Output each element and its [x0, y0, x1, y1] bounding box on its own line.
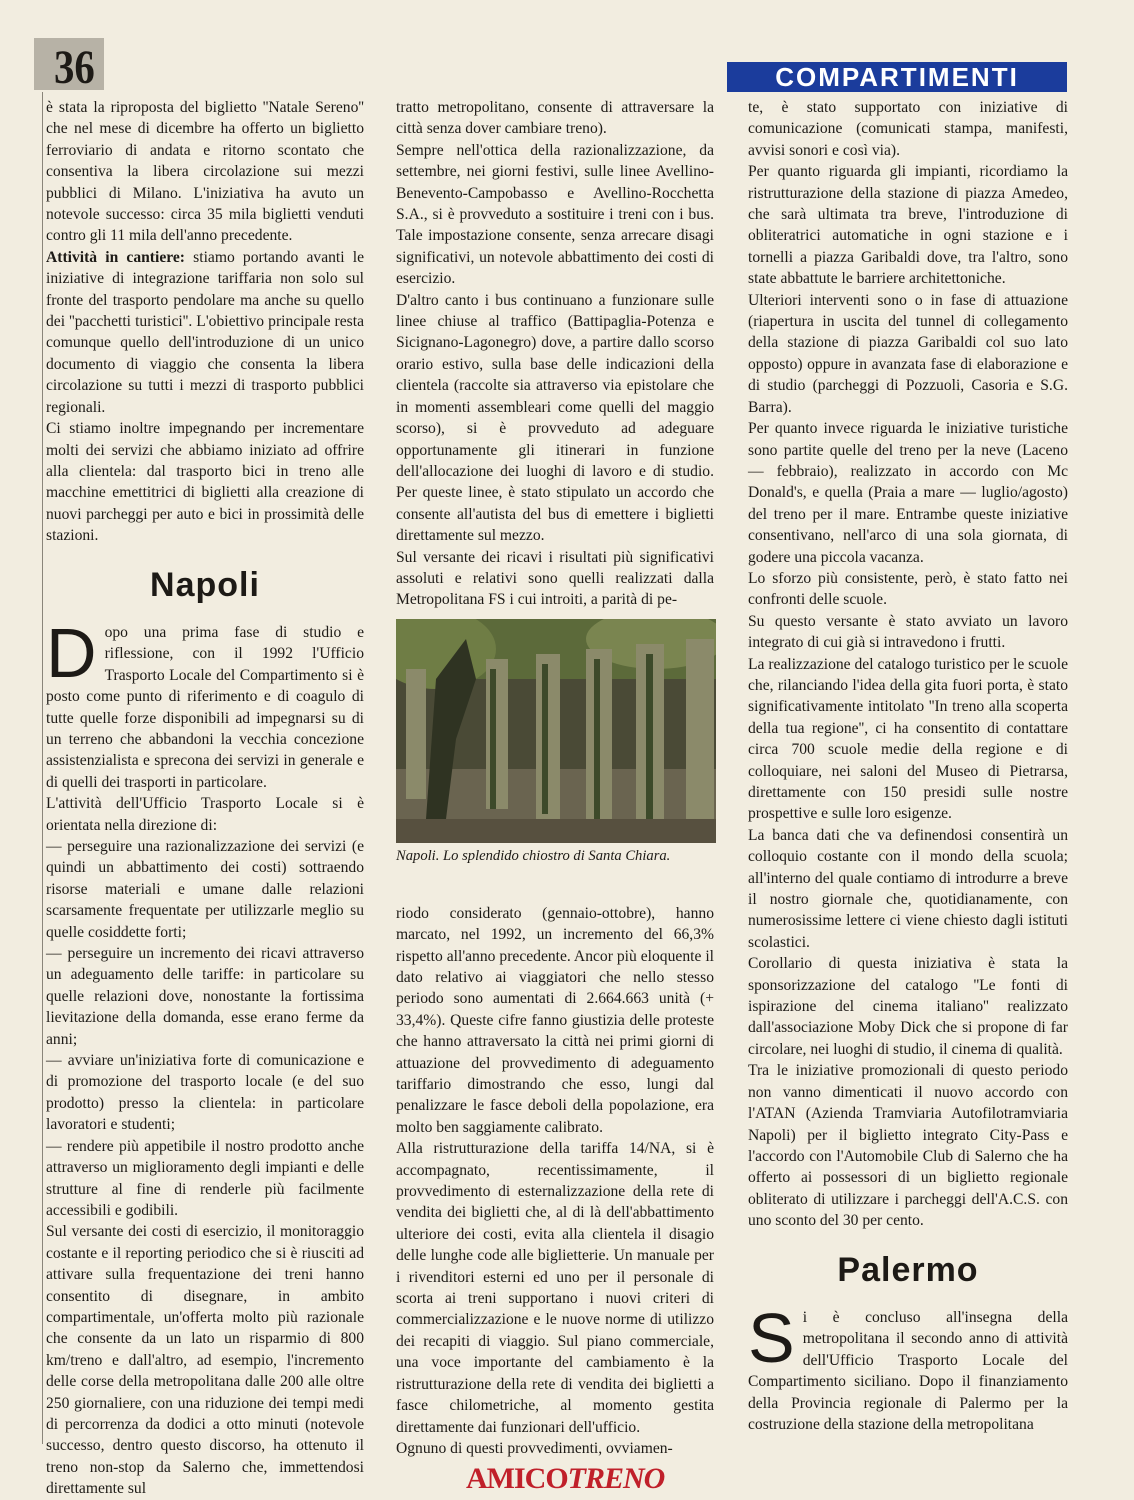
- section-heading-napoli: Napoli: [150, 565, 260, 604]
- paragraph: La realizzazione del catalogo turistico per le scuole che, rilanciando l'idea della gita fuori porta, è stato significativamente intitolato ''In treno alla scoperta della tua regione'', ci ha consentito di contattare circa 700 scuole medie della regione e di colloquiare, nei saloni del Museo di Pietrarsa, direttamente con 150 presidi sulle nostre prospettive e sulle loro esigenze.: [748, 655, 1068, 823]
- paragraph: Su questo versante è stato avviato un lavoro integrato di cui già si intravedono i frutti.: [748, 612, 1068, 652]
- paragraph: Alla ristrutturazione della tariffa 14/NA, si è accompagnato, recentissimamente, il provvedimento di esternalizzazione della rete di vendita dei biglietti che, al di là dell'abbattimento ulteriore dei costi, evita alla clientela il disagio delle lunghe code alle biglietterie. Un manuale per i rivenditori esterni ed uno per il personale di scorta ai treni supportano i nuovi criteri di commercializzazione e le nuove norme di utilizzo dei recapiti di viaggio. Sul piano commerciale, una voce importante del cambiamento è la ristrutturazione della rete di vendita dei biglietti a fasce chilometriche, al momento gestita direttamente dai funzionari dell'ufficio.: [396, 1140, 714, 1436]
- paragraph: Sul versante dei costi di esercizio, il monitoraggio costante e il reporting periodico che si è riusciti ad attivare sulla frequentazione dei treni hanno consentito di disegnare, in ambito compartimentale, un'offerta molto più razionale che consente da un lato un risparmio di 800 km/treno e dall'altro, ad esempio, l'incremento delle corse della metropolitana dalle 200 alle oltre 250 giornaliere, con una riduzione dei tempi medi di percorrenza da dodici a otto minuti (notevole successo, dentro questo discorso, ha ottenuto il treno non-stop da Salerno che, immettendosi direttamente sul: [46, 1223, 364, 1498]
- logo-part-b: TRENO: [567, 1462, 665, 1495]
- paragraph: La banca dati che va definendosi consentirà un colloquio costante con il mondo della scuola; all'interno del quale contiamo di introdurre a breve il nostro giornale che, quotidianamente, con numerosissime lettere ci viene chiesto dagli istituti scolastici.: [748, 826, 1068, 951]
- paragraph: Per quanto riguarda gli impianti, ricordiamo la ristrutturazione della stazione di piazza Amedeo, che sarà ultimata tra breve, l'introduzione di obliteratrici automatiche in ogni stazione e i tornelli a piazza Garibaldi dove, tra l'altro, sono state abbattute le barriere architettoniche.: [748, 163, 1068, 288]
- page-number: 36: [54, 41, 95, 94]
- cloister-photo-image: [396, 619, 716, 843]
- paragraph-text: stiamo portando avanti le iniziative di integrazione tariffaria non solo sul fronte del trasporto pendolare ma anche su quello dei ''pacchetti turistici''. L'obiettivo principale resta comunque quello dell'introduzione di un unico documento di viaggio che consenta la libera circolazione su tutti i mezzi di trasporto pubblici regionali.: [46, 248, 364, 416]
- paragraph: [46, 247, 364, 418]
- list-item: — perseguire un incremento dei ricavi attraverso un adeguamento delle tariffe: in particolare su quelle relazioni dove, nonostante la fortissima lievitazione della domanda, esse erano ferme da anni;: [46, 945, 364, 1048]
- paragraph: Sempre nell'ottica della razionalizzazione, da settembre, nei giorni festivi, sulle linee Avellino-Benevento-Campobasso e Avellino-Rocchetta S.A., si è provveduto a sostituire i treni con i bus. Tale impostazione consente, senza arrecare disagi significativi, un notevole abbattimento dei costi di esercizio.: [396, 141, 714, 288]
- paragraph: [46, 613, 364, 793]
- paragraph: Per quanto invece riguarda le iniziative turistiche sono partite quelle del treno per la neve (Laceno — febbraio), realizzato in accordo con Mc Donald's, e quella (Praia a mare — luglio/agosto) del treno per il mare. Entrambe queste iniziative consentivano, nell'arco di una sola giornata, di godere una piccola vacanza.: [748, 420, 1068, 566]
- paragraph: Ognuno di questi provvedimenti, ovviamen-: [396, 1439, 673, 1457]
- list-item: — rendere più appetibile il nostro prodotto anche attraverso un miglioramento degli impianti e delle strutture al fine di renderle più facilmente accessibili e godibili.: [46, 1137, 364, 1219]
- paragraph-text: opo una prima fase di studio e riflessione, con il 1992 l'Ufficio Trasporto Locale del Compartimento si è posto come punto di riferimento e di coagulo di tutte quelle forze disponibili ad impegnarsi su di un terreno che abbandoni la vecchia concezione assistenzialista e sprecona dei servizi in generale e di quelli dei trasporti in particolare.: [46, 623, 364, 791]
- column-1: [46, 97, 364, 1500]
- list-item: — perseguire una razionalizzazione dei servizi (e quindi un abbattimento dei costi) sottraendo risorse materiali e umane dalle relazioni scarsamente frequentate per utilizzarle meglio su quelle cosiddette forti;: [46, 838, 364, 941]
- paragraph: riodo considerato (gennaio-ottobre), hanno marcato, nel 1992, un incremento del 66,3% rispetto all'anno precedente. Ancor più eloquente il dato relativo ai viaggiatori che nello stesso periodo sono aumentati di 2.664.663 unità (+ 33,4%). Queste cifre fanno giustizia delle proteste che hanno attraversato la città nei primi giorni di attuazione del provvedimento di adeguamento tariffario dimostrando che esso, lungi dal penalizzare le fasce deboli della popolazione, era molto ben saggiamente calibrato.: [396, 904, 714, 1136]
- paragraph: Tra le iniziative promozionali di questo periodo non vanno dimenticati il nuovo accordo con l'ATAN (Azienda Tramviaria Autofilotramviaria Napoli) per il biglietto integrato City-Pass e l'accordo con l'Automobile Club di Salerno che ha offerto ai possessori di un biglietto regionale obliterato di utilizzare i parcheggi dell'A.C.S. con uno sconto del 30 per cento.: [748, 1062, 1068, 1230]
- paragraph: [748, 1298, 1068, 1435]
- column-3: [748, 97, 1068, 1435]
- paragraph-text: i è concluso all'insegna della metropolitana il secondo anno di attività dell'Ufficio Trasporto Locale del Compartimento siciliano. Dopo il finanziamento della Provincia regionale di Palermo per la costruzione della stazione della metropolitana: [748, 1308, 1068, 1433]
- section-heading-palermo: Palermo: [837, 1250, 979, 1289]
- section-banner: COMPARTIMENTI: [727, 62, 1067, 92]
- paragraph: L'attività dell'Ufficio Trasporto Locale si è orientata nella direzione di:: [46, 795, 364, 834]
- paragraph: Ulteriori interventi sono o in fase di attuazione (riapertura in uscita del tunnel di collegamento della stazione di piazza Garibaldi col suo lato opposto) oppure in avanzata fase di elaborazione e di studio (parcheggi di Pozzuoli, Casoria e S.G. Barra).: [748, 291, 1068, 416]
- column-divider: [42, 92, 43, 1444]
- drop-cap: D: [46, 613, 97, 692]
- logo-part-a: AMICO: [466, 1462, 568, 1495]
- paragraph: D'altro canto i bus continuano a funzionare sulle linee chiuse al traffico (Battipaglia-Potenza e Sicignano-Lagonegro) dove, a partire dallo scorso orario estivo, sulla base delle indicazioni della clientela (raccolte sia attraverso via epistolare che in momenti assembleari come quelli del maggio scorso), si è provveduto ad adeguare opportunamente gli itinerari in funzione dell'allocazione dei luoghi di lavoro e di studio. Per queste linee, è stato stipulato un accordo che consente all'autista del bus di emettere i biglietti direttamente sul mezzo.: [396, 291, 714, 545]
- paragraph-lead: Attività in cantiere:: [46, 248, 186, 266]
- paragraph: Sul versante dei ricavi i risultati più significativi assoluti e relativi sono quelli realizzati dalla Metropolitana FS i cui introiti, a parità di pe-: [396, 548, 714, 609]
- cloister-photo: [396, 619, 716, 843]
- photo-caption: Napoli. Lo splendido chiostro di Santa Chiara.: [396, 848, 671, 864]
- paragraph: Corollario di questa iniziativa è stata la sponsorizzazione del catalogo ''Le fonti di ispirazione del cinema italiano'' realizzato dall'associazione Moby Dick che si propone di far circolare, nei luoghi di studio, il cinema di qualità.: [748, 955, 1068, 1058]
- paragraph: tratto metropolitano, consente di attraversare la città senza dover cambiare treno).: [396, 99, 714, 138]
- paragraph: Lo sforzo più consistente, però, è stato fatto nei confronti delle scuole.: [748, 569, 1068, 609]
- paragraph: te, è stato supportato con iniziative di comunicazione (comunicati stampa, manifesti, avvisi sonori e così via).: [748, 99, 1068, 159]
- paragraph: è stata la riproposta del biglietto ''Natale Sereno'' che nel mese di dicembre ha offerto un biglietto ferroviario di andata e ritorno scontato che consentiva la libera circolazione sui mezzi pubblici di Milano. L'iniziativa ha avuto un notevole successo: circa 35 mila biglietti venduti contro gli 11 mila dell'anno precedente.: [46, 99, 364, 245]
- paragraph: Ci stiamo inoltre impegnando per incrementare molti dei servizi che abbiamo iniziato ad offrire alla clientela: dal trasporto bici in treno alle macchine emettitrici di biglietti alla creazione di nuovi parcheggi per auto e bici in prossimità delle stazioni.: [46, 420, 364, 545]
- list-item: — avviare un'iniziativa forte di comunicazione e di promozione del trasporto locale (e del suo prodotto) presso la clientela: in particolare lavoratori e studenti;: [46, 1052, 364, 1134]
- magazine-logo: [466, 1462, 664, 1496]
- drop-cap: S: [748, 1298, 795, 1377]
- page-number-box: [34, 38, 104, 94]
